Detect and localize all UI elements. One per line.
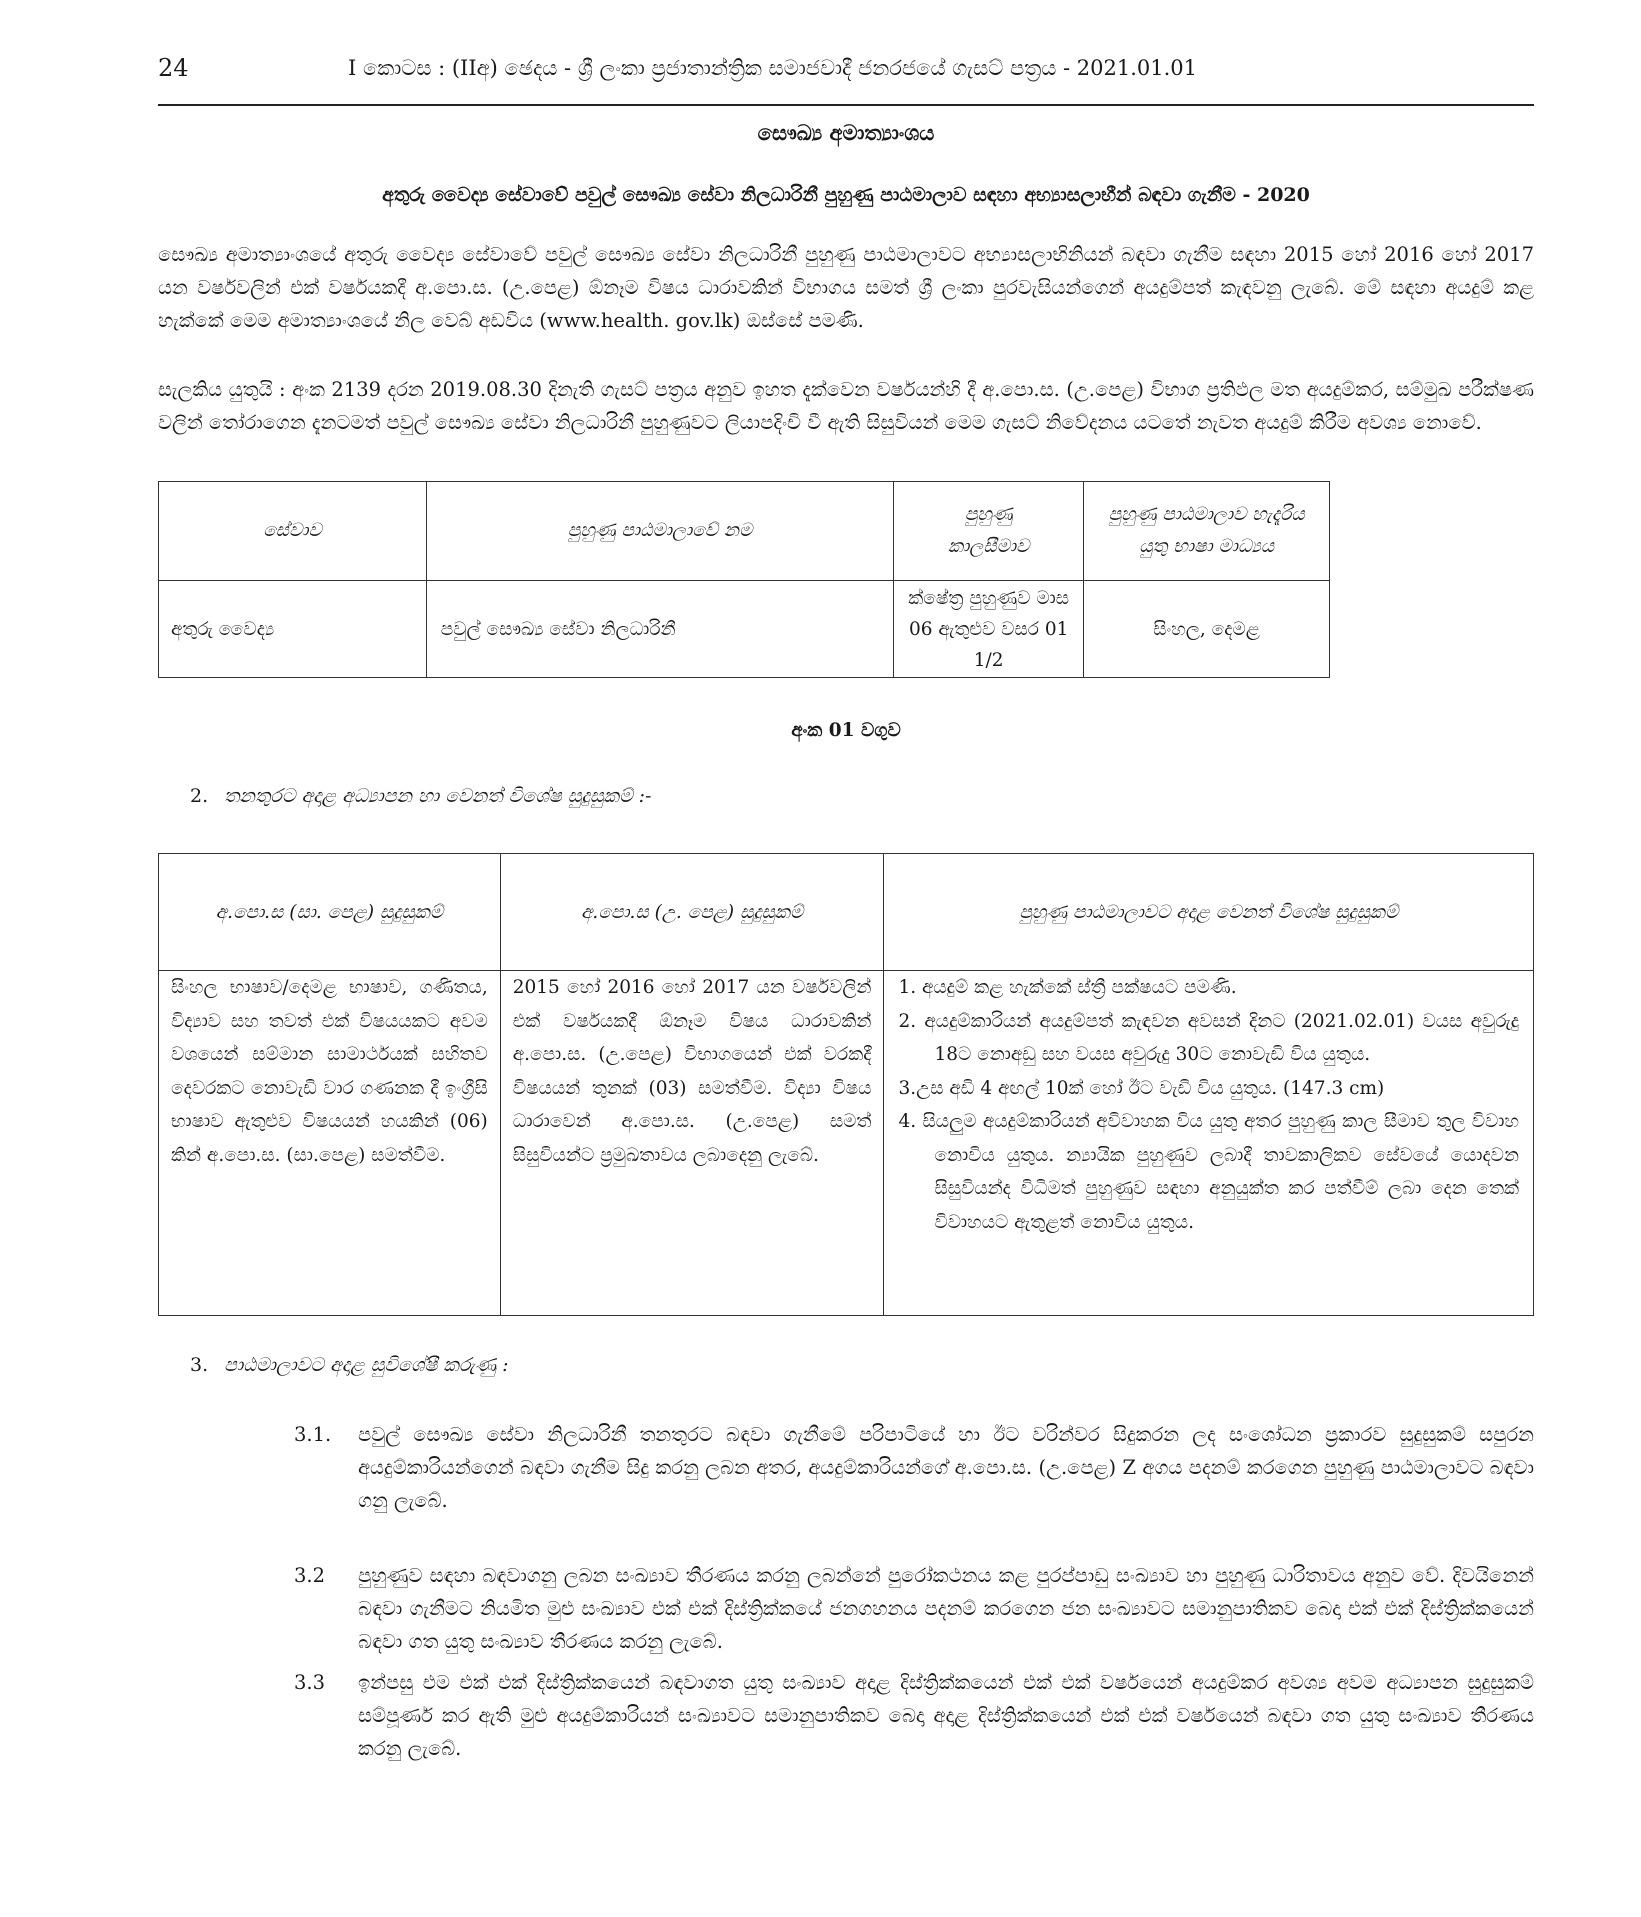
cell-service: අතුරු වෛද්‍ය: [159, 581, 427, 678]
section-3-number: 3.: [190, 1354, 209, 1376]
col-header-course-name: පුහුණු පාඨමාලාවේ නම: [426, 482, 893, 581]
section-2-heading: [158, 785, 1534, 807]
clause-text: පුහුණුව සඳහා බඳවාගනු ලබන සංඛ්‍යාව තීරණය කරනු ලබන්නේ පුරෝකථනය කළ පුරප්පාඩු සංඛ්‍යාව හා පුහුණු ධාරිතාවය අනුව වේ. දිවයිනෙන් බඳවා ගැනීමට නියමිත මුළු සංඛ්‍යාව එක් එක් දිස්ත්‍රික්කයේ ජනගහනය පදනම් කරගෙන ජන සංඛ්‍යාවට සමානුපාතිකව බෙදා එක් එක් දිස්ත්‍රික්කයෙන් බඳවා ගත යුතු සංඛ්‍යාව තීරණය කරනු ලැබේ.: [358, 1564, 1534, 1653]
table-header-row: [159, 854, 1534, 971]
clause-number: 3.2: [294, 1564, 326, 1587]
page-header: [158, 48, 1534, 92]
cell-al-qualification: 2015 හෝ 2016 හෝ 2017 යන වර්ෂවලින් එක් වර්ෂයකදී ඕනෑම විෂය ධාරාවකින් අ.පො.ස. (උ.පෙළ) විභාගයෙන් එක් වරකදී විෂයයන් තුනක් (03) සමත්වීම. විද්‍යා විෂය ධාරාවෙන් අ.පො.ස. (උ.පෙළ) සමත් සිසුවියන්ට ප්‍රමුඛතාවය ලබාදෙනු ලැබේ.: [500, 971, 884, 1316]
grade-label: අංක 01 වගුව: [791, 720, 901, 741]
clause-3-1: [158, 1418, 1534, 1517]
gazette-header-title: I කොටස : (IIඅ) ඡෙදය - ශ්‍රී ලංකා ප්‍රජාතාන්ත්‍රික සමාජවාදී ජනරජයේ ගැසට් පත්‍රය - 2021.01.01: [348, 56, 1198, 80]
col-header-duration: පුහුණු කාලසීමාව: [894, 482, 1084, 581]
col-header-other: පුහුණු පාඨමාලාවට අදාළ වෙනත් විශේෂ සුදුසුකම්: [884, 854, 1534, 971]
clause-number: 3.1.: [294, 1423, 332, 1446]
col-header-service: සේවාව: [159, 482, 427, 581]
clause-text: ඉන්පසු එම එක් එක් දිස්ත්‍රික්කයෙන් බඳවාගත යුතු සංඛ්‍යාව අදාළ දිස්ත්‍රික්කයෙන් එක් එක් වර්ෂයෙන් අයදුම්කර අවශ්‍ය අවම අධ්‍යාපන සුදුසුකම් සම්පූර්ණ කර ඇති මුළු අයදුම්කාරියන් සංඛ්‍යාවට සමානුපාතිකව බෙදා අදාළ දිස්ත්‍රික්කයෙන් එක් එක් වර්ෂයෙන් බඳවා ගත යුතු සංඛ්‍යාව තීරණය කරනු ලැබේ.: [358, 1671, 1534, 1760]
col-header-ol: අ.පො.ස (සා. පෙළ) සුදුසුකම්: [159, 854, 501, 971]
list-item: 1. අයදුම් කළ හැක්කේ ස්ත්‍රී පක්ෂයට පමණි.: [898, 977, 1237, 998]
list-item: 2. අයදුම්කාරියන් අයදුම්පත් කැඳවන අවසන් දිනට (2021.02.01) වයස අවුරුදු 18ට නොඅඩු සහ වයස අවුරුදු 30ට නොවැඩි විය යුතුය.: [898, 1010, 1519, 1065]
course-table: [158, 481, 1330, 678]
section-3-heading: [158, 1354, 1534, 1376]
table-row: [159, 971, 1534, 1316]
notice-subject: අතුරු වෛද්‍ය සේවාවේ පවුල් සෞඛ්‍ය සේවා නිලධාරිනී පුහුණු පාඨමාලාව සඳහා අභ්‍යාසලාභීන් බඳවා ගැනීම - 2020: [382, 184, 1310, 206]
qualifications-table: [158, 853, 1534, 1316]
cell-duration: ක්ෂේත්‍ර පුහුණුව මාස 06 ඇතුළුව වසර 01 1/2: [894, 581, 1084, 678]
clause-3-2: [158, 1559, 1534, 1658]
gazette-page: [158, 48, 1534, 1765]
cell-course: පවුල් සෞඛ්‍ය සේවා නිලධාරිනී: [426, 581, 893, 678]
clause-3-3: [158, 1666, 1534, 1765]
section-2-title: තනතුරට අදාළ අධ්‍යාපන හා වෙනත් විශේෂ සුදුසුකම් :-: [224, 785, 652, 807]
section-3-title: පාඨමාලාවට අදාළ සුවිශේෂී කරුණු :: [224, 1354, 509, 1376]
intro-paragraph: සෞඛ්‍ය අමාත්‍යාංශයේ අතුරු වෛද්‍ය සේවාවේ පවුල් සෞඛ්‍ය සේවා නිලධාරිනී පුහුණු පාඨමාලාවට අභ්‍යාසලාභිනියන් බඳවා ගැනීම සඳහා 2015 හෝ 2016 හෝ 2017 යන වර්ෂවලින් එක් වර්ෂයකදී අ.පො.ස. (උ.පෙළ) ඕනෑම විෂය ධාරාවකින් විභාගය සමත් ශ්‍රී ලංකා පුරවැසියන්ගෙන් අයදුම්පත් කැඳවනු ලැබේ. මේ සඳහා අයදුම් කළ හැක්කේ මෙම අමාත්‍යාංශයේ නිල වෙබ් අඩවිය (www.health. gov.lk) ඔස්සේ පමණි.: [158, 243, 1534, 332]
table-row: [159, 581, 1330, 678]
section-2-number: 2.: [190, 785, 209, 807]
list-item: 4. සියලුම අයදුම්කාරියන් අවිවාහක විය යුතු අතර පුහුණු කාල සීමාව තුල විවාහ නොවිය යුතුය. න්‍යායික පුහුණුව ලබාදී තාවකාලිකව සේවයේ යොදවන සිසුවියන්ද විධිමත් පුහුණුව සඳහා අනුයුක්ත කර පත්වීම් ලබා දෙන තෙක් විවාහයට ඇතුළත් නොවිය යුතුය.: [898, 1111, 1519, 1233]
note-paragraph: සැලකිය යුතුයි : අංක 2139 දරන 2019.08.30 දිනැති ගැසට් පත්‍රය අනුව ඉහත දැක්වෙන වර්ෂයන්හි දී අ.පො.ස. (උ.පෙළ) විභාග ප්‍රතිඵල මත අයදුම්කර, සම්මුඛ පරීක්ෂණ වලින් තෝරාගෙන දැනටමත් පවුල් සෞඛ්‍ය සේවා නිලධාරිනී පුහුණුවට ලියාපදිංචි වී ඇති සිසුවියන් මෙම ගැසට් නිවේදනය යටතේ නැවත අයදුම් කිරීම අවශ්‍ය නොවේ.: [158, 378, 1534, 434]
clause-text: පවුල් සෞඛ්‍ය සේවා නිලධාරිනී තනතුරට බඳවා ගැනීමේ පරිපාටියේ හා ඊට වරින්වර සිදුකරන ලද සංශෝධන ප්‍රකාරව සුදුසුකම් සපුරන අයදුම්කාරියන්ගෙන් බඳවා ගැනීම සිදු කරනු ලබන අතර, අයදුම්කාරියන්ගේ අ.පො.ස. (උ.පෙළ) Z අගය පදනම් කරගෙන පුහුණු පාඨමාලාවට බඳවා ගනු ලැබේ.: [358, 1423, 1534, 1512]
clause-number: 3.3: [294, 1671, 326, 1694]
table-header-row: [159, 482, 1330, 581]
col-header-medium: පුහුණු පාඨමාලාව හැදෑරිය යුතු භාෂා මාධ්‍යය: [1084, 482, 1330, 581]
col-header-al: අ.පො.ස (උ. පෙළ) සුදුසුකම්: [500, 854, 884, 971]
page-number: 24: [158, 54, 189, 82]
cell-ol-qualification: සිංහල භාෂාව/දෙමළ භාෂාව, ගණිතය, විද්‍යාව සහ තවත් එක් විෂයයකට අවම වශයෙන් සම්මාන සාමාර්ථයක් සහිතව දෙවරකට නොවැඩි වාර ගණනක දී ඉංග්‍රීසි භාෂාව ඇතුළුව විෂයයන් හයකින් (06) කින් අ.පො.ස. (සා.පෙළ) සමත්වීම.: [159, 971, 501, 1316]
header-divider: [158, 104, 1534, 106]
cell-other-qualifications: [884, 971, 1534, 1316]
list-item: 3.උස අඩි 4 අඟල් 10ක් හෝ ඊට වැඩි විය යුතුය. (147.3 cm): [898, 1077, 1385, 1099]
cell-medium: සිංහල, දෙමළ: [1084, 581, 1330, 678]
ministry-title: සෞඛ්‍ය අමාත්‍යාංශය: [757, 120, 935, 145]
